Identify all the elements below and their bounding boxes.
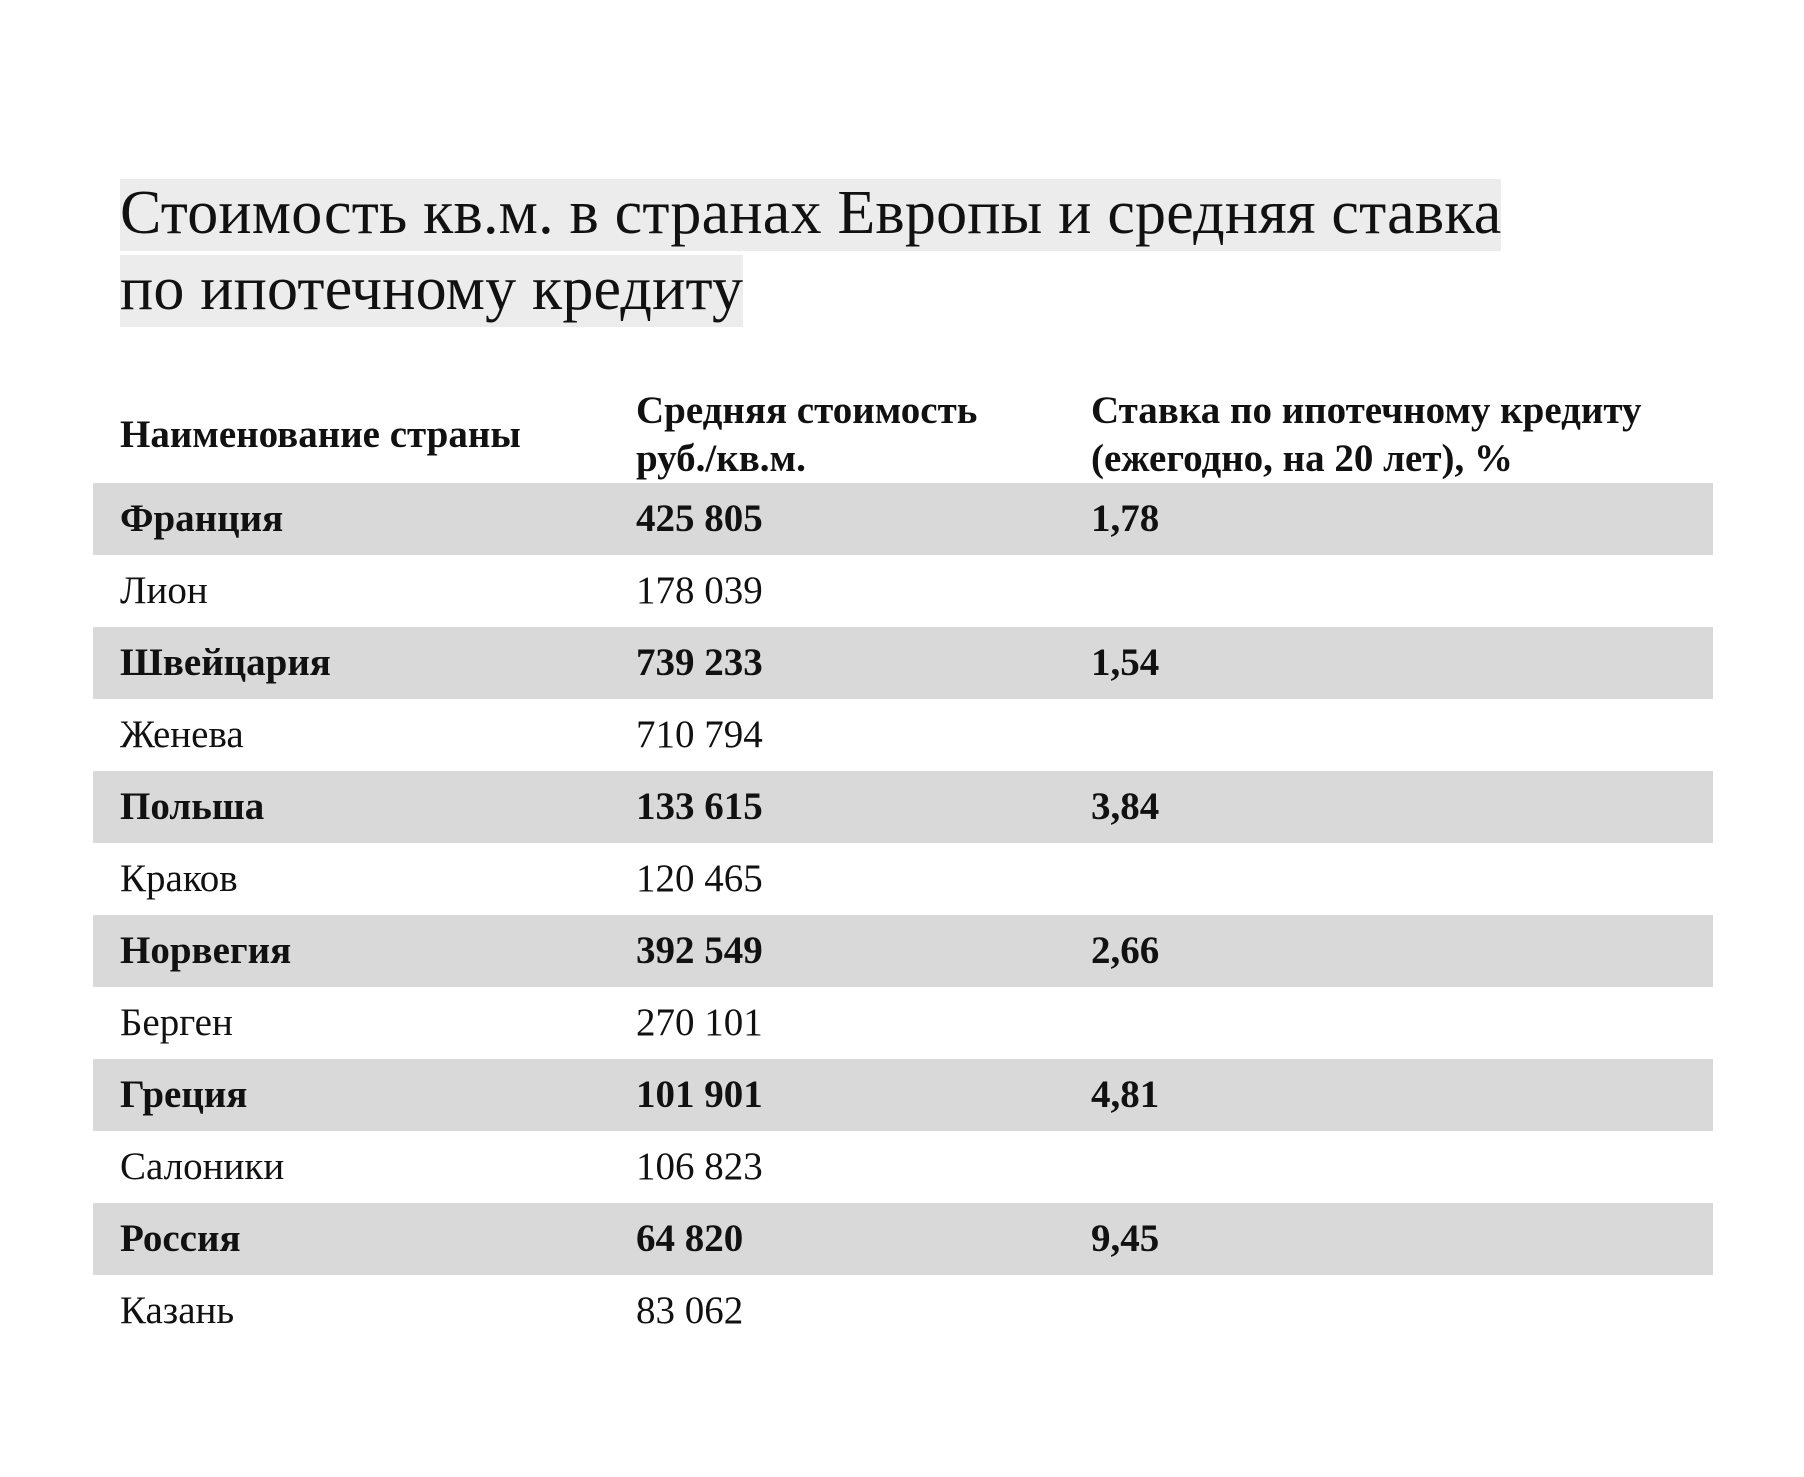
price-table [93,385,1713,1347]
title-line-2: по ипотечному кредиту [120,255,743,327]
header-average-cost [636,387,1056,483]
country-name: Франция [120,497,284,540]
city-name: Казань [120,1289,235,1332]
country-name: Греция [120,1073,248,1116]
table-row-country [93,483,1713,555]
city-name: Краков [120,857,238,900]
table-row-city [93,699,1713,771]
header-mortgage-rate-line-1: Ставка по ипотечному кредиту [1091,389,1642,432]
header-average-cost-line-1: Средняя стоимость [636,389,978,432]
mortgage-rate: 9,45 [1091,1217,1160,1260]
table-header [93,385,1713,483]
table-row-country [93,627,1713,699]
mortgage-rate: 1,54 [1091,641,1160,684]
mortgage-rate: 4,81 [1091,1073,1160,1116]
table-row-city [93,1131,1713,1203]
city-name: Берген [120,1001,233,1044]
table-row-city [93,1275,1713,1347]
city-name: Салоники [120,1145,285,1188]
average-cost: 64 820 [636,1217,744,1260]
average-cost: 392 549 [636,929,763,972]
table-row-city [93,555,1713,627]
page-title [120,175,1640,327]
average-cost: 133 615 [636,785,763,828]
header-mortgage-rate-line-2: (ежегодно, на 20 лет), % [1091,437,1513,480]
header-country: Наименование страны [120,413,521,456]
mortgage-rate: 1,78 [1091,497,1160,540]
mortgage-rate: 2,66 [1091,929,1160,972]
average-cost: 425 805 [636,497,763,540]
table-row-country [93,1203,1713,1275]
average-cost: 106 823 [636,1145,763,1188]
average-cost: 710 794 [636,713,763,756]
mortgage-rate: 3,84 [1091,785,1160,828]
average-cost: 270 101 [636,1001,763,1044]
country-name: Польша [120,785,265,828]
table-row-country [93,915,1713,987]
table-row-country [93,771,1713,843]
title-line-1: Стоимость кв.м. в странах Европы и средняя ставка [120,179,1501,251]
country-name: Норвегия [120,929,292,972]
header-average-cost-line-2: руб./кв.м. [636,437,806,480]
city-name: Женева [120,713,244,756]
country-name: Россия [120,1217,241,1260]
city-name: Лион [120,569,208,612]
country-name: Швейцария [120,641,331,684]
table-row-country [93,1059,1713,1131]
average-cost: 101 901 [636,1073,763,1116]
table-row-city [93,987,1713,1059]
average-cost: 120 465 [636,857,763,900]
header-mortgage-rate [1091,387,1711,483]
average-cost: 178 039 [636,569,763,612]
average-cost: 83 062 [636,1289,744,1332]
table-row-city [93,843,1713,915]
title-block [120,175,1640,327]
average-cost: 739 233 [636,641,763,684]
